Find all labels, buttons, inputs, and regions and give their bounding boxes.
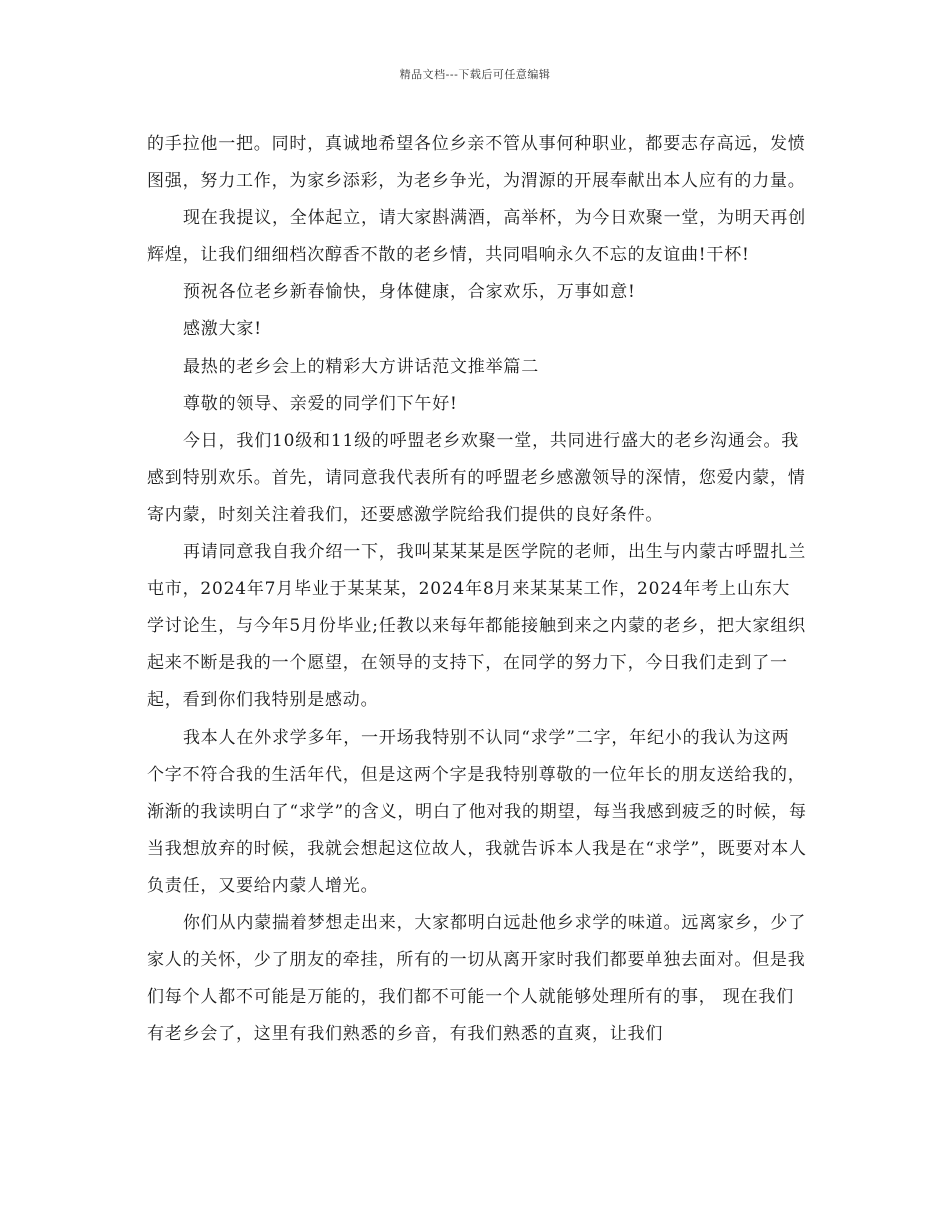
section-heading: 最热的老乡会上的精彩大方讲话范文推举篇二: [183, 356, 539, 377]
paragraph: 再请同意我自我介绍一下，我叫某某某是医学院的老师，出生与内蒙古呼盟扎兰屯市，2024年7月毕业于某某某，2024年8月来某某某工作，2024年考上山东大学讨论生，与今年5月份毕业;任教以来每年都能接触到来之内蒙的老乡，把大家组织起来不断是我的一个愿望，在领导的支持下，在同学的努力下，今日我们走到了一起，看到你们我特别是感动。: [147, 542, 806, 711]
paragraph: 预祝各位老乡新春愉快，身体健康，合家欢乐，万事如意!: [183, 282, 636, 303]
paragraph: 现在我提议，全体起立，请大家斟满酒，高举杯，为今日欢聚一堂，为明天再创辉煌，让我们细细档次醇香不散的老乡情，共同唱响永久不忘的友谊曲!干杯!: [147, 208, 806, 266]
paragraph: 今日，我们10级和11级的呼盟老乡欢聚一堂，共同进行盛大的老乡沟通会。我感到特别欢乐。首先，请同意我代表所有的呼盟老乡感激领导的深情，您爱内蒙，情寄内蒙，时刻关注着我们，还要感激学院给我们提供的良好条件。: [147, 430, 806, 525]
paragraph: 我本人在外求学多年，一开场我特别不认同“求学”二字，年纪小的我认为这两个字不符合我的生活年代，但是这两个字是我特别尊敬的一位年长的朋友送给我的，渐渐的我读明白了“求学”的含义，明白了他对我的期望，每当我感到疲乏的时候，每当我想放弃的时候，我就会想起这位故人，我就告诉本人我是在“求学”，既要对本人负责任，又要给内蒙人增光。: [147, 727, 807, 896]
paragraph: 的手拉他一把。同时，真诚地希望各位乡亲不管从事何种职业，都要志存高远，发愤图强，努力工作，为家乡添彩，为老乡争光，为渭源的开展奉献出本人应有的力量。: [147, 134, 806, 192]
page-header: 精品文档---下载后可任意编辑: [399, 68, 551, 81]
paragraph: 你们从内蒙揣着梦想走出来，大家都明白远赴他乡求学的味道。远离家乡，少了家人的关怀，少了朋友的牵挂，所有的一切从离开家时我们都要单独去面对。但是我们每个人都不可能是万能的，我们都不可能一个人就能够处理所有的事， 现在我们有老乡会了，这里有我们熟悉的乡音，有我们熟悉的直爽，让我们: [147, 912, 806, 1045]
salutation: 尊敬的领导、亲爱的同学们下午好!: [183, 393, 458, 414]
document-body: [147, 126, 807, 1053]
paragraph: 感激大家!: [183, 319, 262, 340]
